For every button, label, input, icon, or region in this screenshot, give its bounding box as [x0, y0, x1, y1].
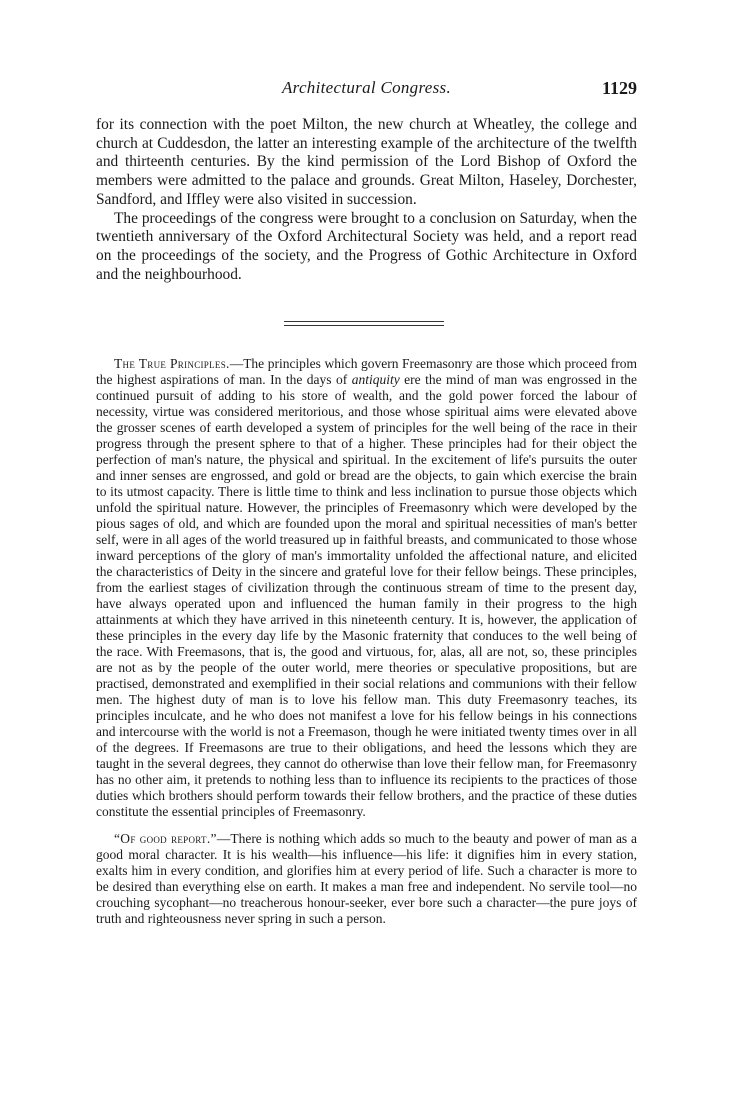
- paragraph-true-principles: [96, 356, 637, 820]
- paragraph-conclusion: The proceedings of the congress were brought to a conclusion on Saturday, when the twentieth anniversary of the Oxford Architectural Society was held, and a report read on the proceedings of the society, and the Progress of Gothic Architecture in Oxford and the neighbourhood.: [96, 209, 637, 283]
- running-title: Architectural Congress.: [281, 78, 451, 97]
- true-principles-text-b: ere the mind of man was engrossed in the continued pursuit of adding to his store of wealth, and the gold power forced the labour of necessity, virtue was considered meritorious, and those whose spiritual aims were elevated above the grosser scenes of earth developed a system of principles for the well being of the race in their progress through the present sphere to that of a higher. These principles had for their object the perfection of man's nature, the physical and spiritual. In the excitement of life's pursuits the outer and inner senses are engrossed, and gold or bread are the objects, to gain which exercise the brain to its utmost capacity. There is little time to think and less inclination to pursue those objects which unfold the spiritual nature. However, the principles of Freemasonry which were developed by the pious sages of old, and which are founded upon the moral and spiritual necessities of man's better self, were in all ages of the world treasured up in faithful breasts, and communicated to those whose inward perceptions of the glory of man's immortality unfolded the affectional nature, and elicited the characteristics of Deity in the sincere and grateful love for their fellow beings. These principles, from the earliest stages of civilization through the continuous stream of time to the present day, have always operated upon and influenced the human family in their progress to the high attainments at which they have arrived in this nineteenth century. It is, however, the application of these principles in the every day life by the Masonic fraternity that conduces to the well being of the race. With Freemasons, that is, the good and virtuous, for, alas, all are not, so, these principles are not as by the people of the outer world, mere theories or speculative propositions, but are practised, demonstrated and exemplified in their social relations and communions with their fellow men. The highest duty of man is to love his fellow man. This duty Freemasonry teaches, its principles inculcate, and he who does not manifest a love for his fellow beings in his connections and intercourse with the world is not a Freemason, though he were initiated twenty times over in all of the degrees. If Freemasons are true to their obligations, and heed the lessons which they are taught in the several degrees, they cannot do otherwise than love their fellow man, for Freemasonry has no other aim, it pretends to nothing less than to influence its recipients to the practices of those duties which brothers should perform towards their fellow brothers, and the practice of these duties constitute the essential principles of Freemasonry.: [96, 372, 638, 819]
- paragraph-good-report: [96, 831, 637, 927]
- page-number: 1129: [601, 78, 637, 98]
- true-principles-heading: The True Principles.: [114, 356, 230, 371]
- good-report-heading: “Of good report.”: [114, 831, 217, 846]
- section-divider: [284, 318, 444, 332]
- architectural-congress-section: [96, 116, 637, 284]
- divider-line-upper: [284, 321, 444, 322]
- freemasonry-section: [96, 356, 637, 927]
- running-head: [96, 78, 637, 102]
- true-principles-text-a: —The principles which govern Freemasonry are those which proceed from the highest aspirations of man. In the days of: [96, 356, 637, 387]
- good-report-text: —There is nothing which adds so much to the beauty and power of man as a good moral character. It is his wealth—his influence—his life: it dignifies him in every station, exalts him in every condition, and glorifies him at every period of life. Such a character is more to be desired than everything else on earth. It makes a man free and independent. No servile tool—no crouching sycophant—no treacherous honour-seeker, ever bore such a character—the pure joys of truth and righteousness never spring in such a person.: [96, 831, 637, 926]
- true-principles-italic-word: antiquity: [351, 372, 400, 387]
- paragraph-excursions: for its connection with the poet Milton, the new church at Wheatley, the college and church at Cuddesdon, the latter an interesting example of the architecture of the twelfth and thirteenth centuries. By the kind permission of the Lord Bishop of Oxford the members were admitted to the palace and grounds. Great Milton, Haseley, Dorchester, Sandford, and Iffley were also visited in succession.: [96, 116, 637, 208]
- divider-line-lower: [284, 325, 444, 326]
